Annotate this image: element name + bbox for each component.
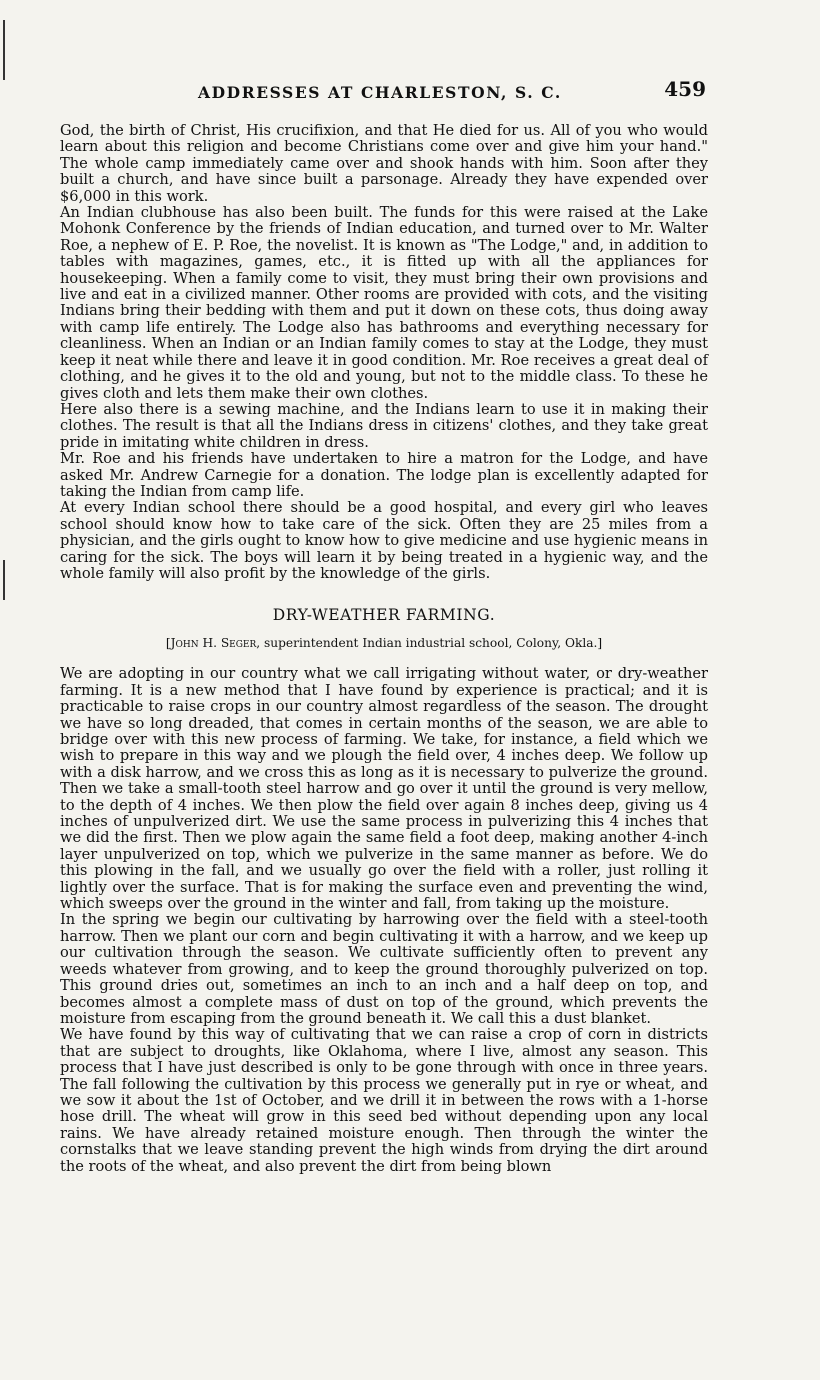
paragraph: At every Indian school there should be a good hospital, and every girl who leaves school should know how to take care of the sick. Often they are 25 miles from a physician, and the girls ought to know how to give medicine and use hygienic means in caring for the sick. The boys will learn it by being treated in a hygienic way, and the whole family will also profit by the knowledge of the girls. xyxy=(60,499,708,582)
page-number: 459 xyxy=(664,77,706,101)
byline-affiliation: , superintendent Indian industrial school, Colony, Okla.] xyxy=(256,636,603,651)
body-text-bottom xyxy=(60,666,708,1175)
scan-edge-mark xyxy=(3,20,5,80)
body-text-top xyxy=(60,123,708,582)
paragraph: We are adopting in our country what we call irrigating without water, or dry-weather farming. It is a new method that I have found by experience is practical; and it is practicable to raise crops in our country almost regardless of the season. The drought we have so long dreaded, that comes in certain months of the season, we are able to bridge over with this new process of farming. We take, for instance, a field which we wish to prepare in this way and we plough the field over, 4 inches deep. We follow up with a disk harrow, and we cross this as long as it is necessary to pulverize the ground. Then we take a small-tooth steel harrow and go over it until the ground is very mellow, to the depth of 4 inches. We then plow the field over again 8 inches deep, giving us 4 inches of unpulverized dirt. We use the same process in pulverizing this 4 inches that we did the first. Then we plow again the same field a foot deep, making another 4-inch layer unpulverized on top, which we pulverize in the same manner as before. We do this plowing in the fall, and we usually go over the field with a roller, just rolling it lightly over the surface. That is for making the surface even and preventing the wind, which sweeps over the ground in the winter and fall, from taking up the moisture. xyxy=(60,665,708,913)
paragraph: Here also there is a sewing machine, and the Indians learn to use it in making their clothes. The result is that all the Indians dress in citizens' clothes, and they take great pride in imitating white children in dress. xyxy=(60,400,708,451)
book-page xyxy=(60,75,708,1175)
paragraph: An Indian clubhouse has also been built. The funds for this were raised at the Lake Mohonk Conference by the friends of Indian education, and turned over to Mr. Walter Roe, a nephew of E. P. Roe, the novelist. It is known as "The Lodge," and, in addition to tables with magazines, games, etc., it is fitted up with all the appliances for housekeeping. When a family come to visit, they must bring their own provisions and live and eat in a civilized manner. Other rooms are provided with cots, and the visiting Indians bring their bedding with them and put it down on these cots, thus doing away with camp life entirely. The Lodge also has bathrooms and everything necessary for cleanliness. When an Indian or an Indian family comes to stay at the Lodge, they must keep it neat while there and leave it in good condition. Mr. Roe receives a great deal of clothing, and he gives it to the old and young, but not to the middle class. To these he gives cloth and lets them make their own clothes. xyxy=(60,204,708,402)
byline-open: [ xyxy=(165,636,171,651)
paragraph: Mr. Roe and his friends have undertaken to hire a matron for the Lodge, and have asked Mr. Andrew Carnegie for a donation. The lodge plan is excellently adapted for taking the Indian from camp life. xyxy=(60,450,708,500)
byline-author: John H. Seger xyxy=(170,636,257,651)
section-byline xyxy=(60,636,708,650)
paragraph: In the spring we begin our cultivating by harrowing over the field with a steel-tooth harrow. Then we plant our corn and begin cultivating it with a harrow, and we keep up our cultivation through the season. We cultivate sufficiently often to prevent any weeds whatever from growing, and to keep the ground thoroughly pulverized on top. This ground dries out, sometimes an inch to an inch and a half deep on top, and becomes almost a complete mass of dust on top of the ground, which prevents the moisture from escaping from the ground beneath it. We call this a dust blanket. xyxy=(60,911,708,1027)
section-title: DRY-WEATHER FARMING. xyxy=(272,606,496,625)
running-title: ADDRESSES AT CHARLESTON, S. C. xyxy=(198,83,562,102)
scan-edge-mark xyxy=(3,560,5,600)
paragraph: God, the birth of Christ, His crucifixion, and that He died for us. All of you who would learn about this religion and become Christians come over and give him your hand." The whole camp immediately came over and shook hands with him. Soon after they built a church, and have since built a parsonage. Already they have expended over $6,000 in this work. xyxy=(60,122,708,205)
paragraph: We have found by this way of cultivating that we can raise a crop of corn in districts that are subject to droughts, like Oklahoma, where I live, almost any season. This process that I have just described is only to be gone through with once in three years. The fall following the cultivation by this process we generally put in rye or wheat, and we sow it about the 1st of October, and we drill it in between the rows with a 1-horse hose drill. The wheat will grow in this seed bed without depending upon any local rains. We have already retained moisture enough. Then through the winter the cornstalks that we leave standing prevent the high winds from drying the dirt around the roots of the wheat, and also prevent the dirt from being blown xyxy=(60,1026,708,1175)
page-header xyxy=(60,75,708,109)
